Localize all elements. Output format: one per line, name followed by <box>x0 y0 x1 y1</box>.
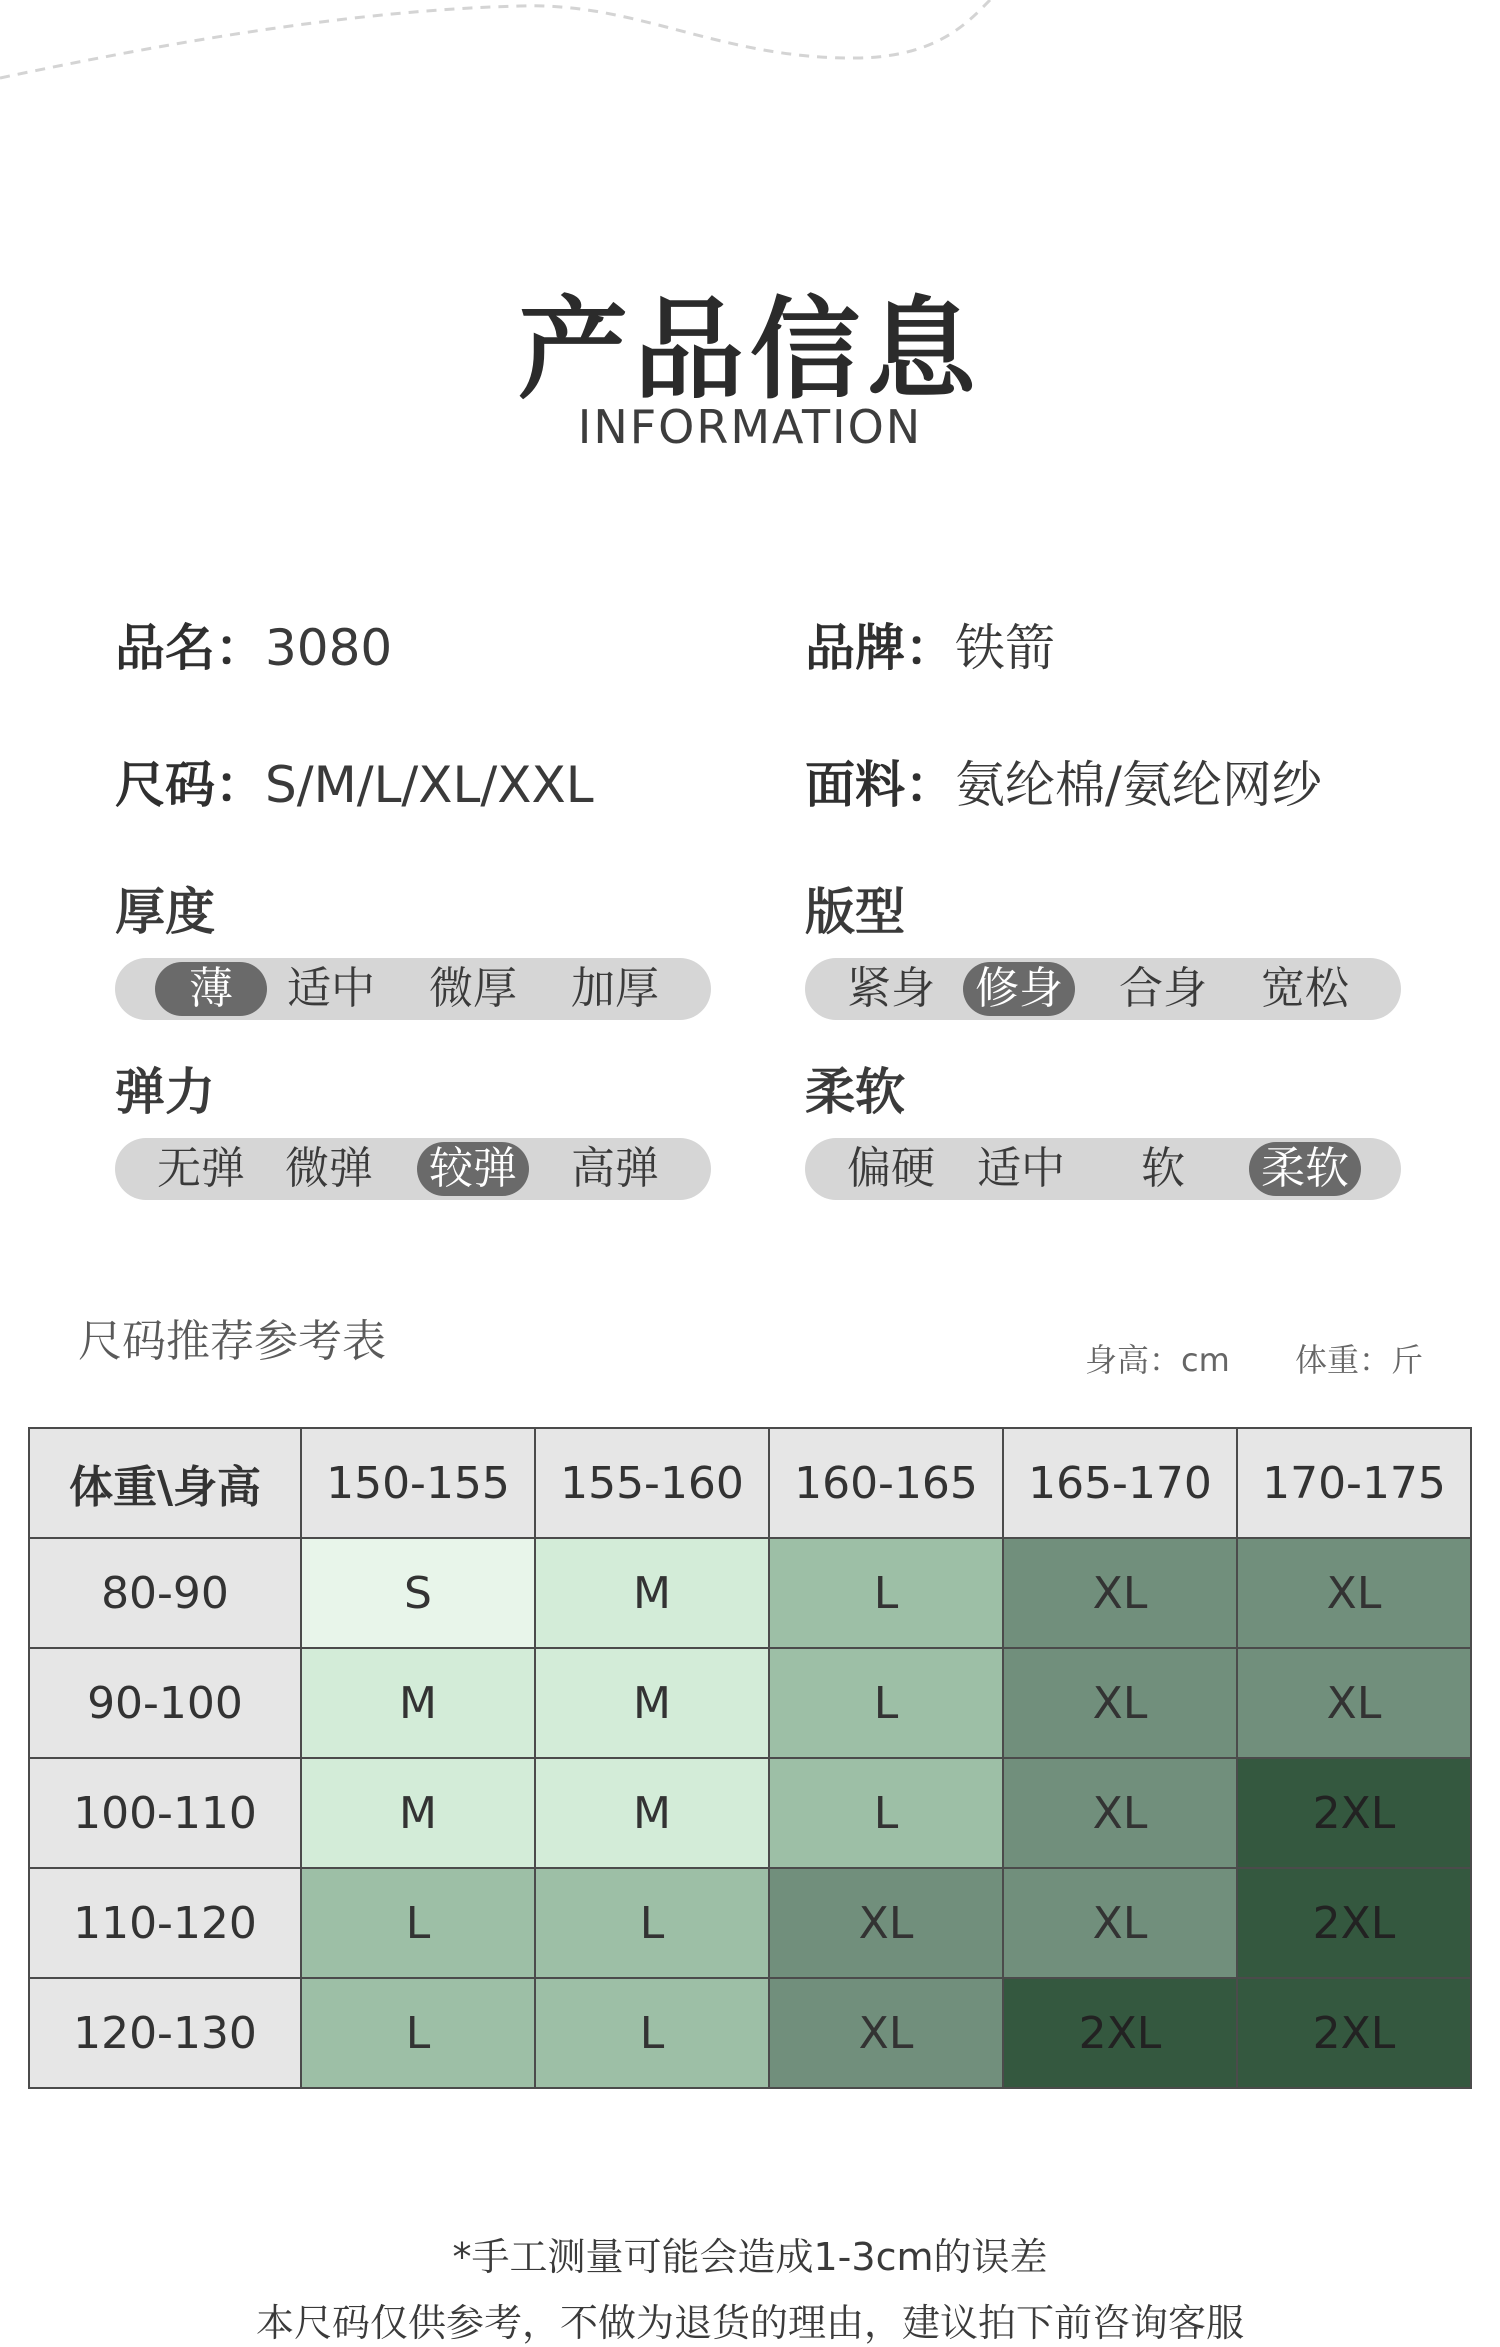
weight-row-header: 110-120 <box>29 1868 301 1978</box>
size-chart-table <box>28 1427 1472 2089</box>
size-cell: XL <box>1003 1538 1237 1648</box>
weight-row-header: 100-110 <box>29 1758 301 1868</box>
size-cell: 2XL <box>1237 1868 1471 1978</box>
size-chart-row <box>29 1538 1471 1648</box>
softness-title: 柔软 <box>805 1063 905 1121</box>
height-unit: 身高：cm <box>1085 1341 1230 1379</box>
weight-unit: 体重：斤 <box>1295 1341 1424 1379</box>
size-cell: XL <box>1003 1758 1237 1868</box>
elasticity-option: 微弹 <box>285 1143 373 1194</box>
product-name-label: 品名： <box>115 619 265 677</box>
size-cell: M <box>301 1758 535 1868</box>
height-column-header: 170-175 <box>1237 1428 1471 1538</box>
product-name-row <box>115 608 392 680</box>
page-subtitle: INFORMATION <box>577 400 923 454</box>
size-chart-row <box>29 1868 1471 1978</box>
weight-row-header: 90-100 <box>29 1648 301 1758</box>
height-column-header: 150-155 <box>301 1428 535 1538</box>
thickness-option: 加厚 <box>571 963 659 1014</box>
thickness-scale <box>115 958 711 1020</box>
fit-scale <box>805 958 1401 1020</box>
softness-option: 偏硬 <box>847 1143 935 1194</box>
weight-row-header: 80-90 <box>29 1538 301 1648</box>
size-cell: 2XL <box>1237 1978 1471 2088</box>
brand-value: 铁箭 <box>955 619 1055 677</box>
thickness-title: 厚度 <box>115 883 215 941</box>
weight-row-header: 120-130 <box>29 1978 301 2088</box>
softness-scale <box>805 1138 1401 1200</box>
size-cell: 2XL <box>1237 1758 1471 1868</box>
size-cell: M <box>535 1538 769 1648</box>
elasticity-option-selected: 较弹 <box>417 1142 529 1196</box>
size-cell: XL <box>1237 1648 1471 1758</box>
height-column-header: 160-165 <box>769 1428 1003 1538</box>
fabric-value: 氨纶棉/氨纶网纱 <box>955 756 1322 814</box>
size-chart-title: 尺码推荐参考表 <box>78 1316 386 1367</box>
softness-option: 适中 <box>977 1143 1065 1194</box>
size-cell: M <box>535 1758 769 1868</box>
reference-note: 本尺码仅供参考，不做为退货的理由，建议拍下前咨询客服 <box>255 2301 1244 2345</box>
size-cell: L <box>535 1868 769 1978</box>
size-chart-header-row <box>29 1428 1471 1538</box>
decorative-dashed-curve <box>0 0 1500 90</box>
size-row <box>115 745 594 817</box>
fit-option: 紧身 <box>847 963 935 1014</box>
softness-option-selected: 柔软 <box>1249 1142 1361 1196</box>
size-cell: XL <box>769 1868 1003 1978</box>
fabric-label: 面料： <box>805 756 955 814</box>
size-label: 尺码： <box>115 756 265 814</box>
thickness-option: 微厚 <box>429 963 517 1014</box>
product-name-value: 3080 <box>265 619 393 677</box>
elasticity-option: 无弹 <box>157 1143 245 1194</box>
size-cell: XL <box>769 1978 1003 2088</box>
size-cell: XL <box>1003 1868 1237 1978</box>
size-cell: L <box>301 1868 535 1978</box>
size-cell: L <box>535 1978 769 2088</box>
measurement-note: *手工测量可能会造成1-3cm的误差 <box>452 2235 1048 2279</box>
size-cell: L <box>769 1538 1003 1648</box>
size-chart-row <box>29 1758 1471 1868</box>
elasticity-option: 高弹 <box>571 1143 659 1194</box>
size-chart-row <box>29 1978 1471 2088</box>
size-cell: M <box>535 1648 769 1758</box>
corner-header: 体重\身高 <box>29 1428 301 1538</box>
size-cell: L <box>769 1758 1003 1868</box>
fit-option-selected: 修身 <box>963 962 1075 1016</box>
fabric-row <box>805 745 1322 817</box>
thickness-option-selected: 薄 <box>155 962 267 1016</box>
fit-option: 宽松 <box>1261 963 1349 1014</box>
size-value: S/M/L/XL/XXL <box>265 756 594 814</box>
size-cell: L <box>301 1978 535 2088</box>
elasticity-scale <box>115 1138 711 1200</box>
size-cell: XL <box>1003 1648 1237 1758</box>
size-cell: M <box>301 1648 535 1758</box>
size-cell: L <box>769 1648 1003 1758</box>
size-cell: XL <box>1237 1538 1471 1648</box>
page-title: 产品信息 <box>518 286 982 414</box>
fit-option: 合身 <box>1119 963 1207 1014</box>
elasticity-title: 弹力 <box>115 1063 215 1121</box>
brand-row <box>805 608 1055 680</box>
thickness-option: 适中 <box>287 963 375 1014</box>
size-cell: 2XL <box>1003 1978 1237 2088</box>
size-chart-row <box>29 1648 1471 1758</box>
size-cell: S <box>301 1538 535 1648</box>
brand-label: 品牌： <box>805 619 955 677</box>
height-column-header: 155-160 <box>535 1428 769 1538</box>
softness-option: 软 <box>1141 1143 1185 1194</box>
fit-title: 版型 <box>805 883 905 941</box>
height-column-header: 165-170 <box>1003 1428 1237 1538</box>
